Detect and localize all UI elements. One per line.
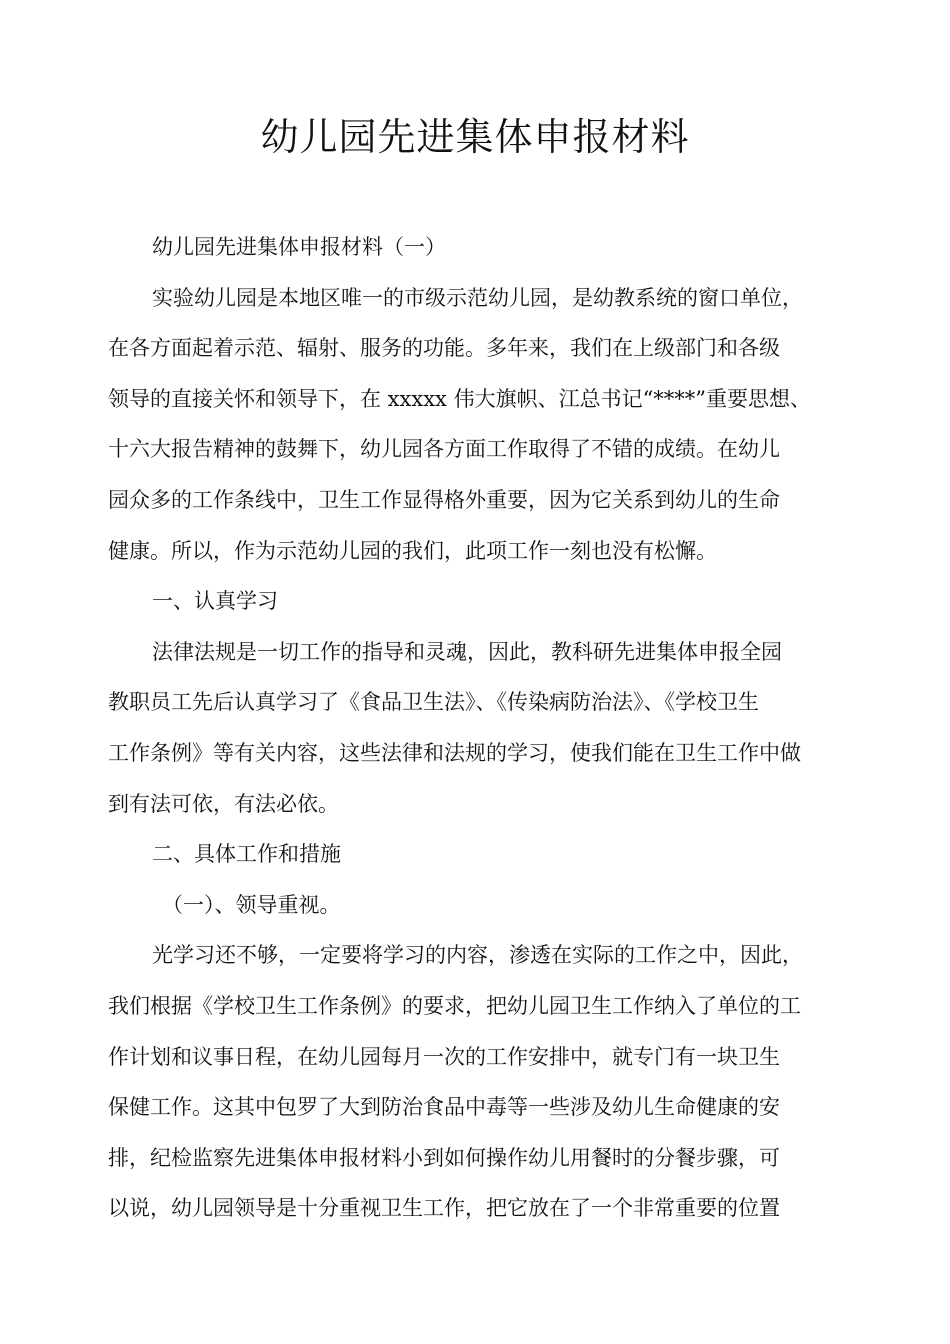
- section-heading: 一、认真学习: [152, 589, 278, 614]
- paragraph-line: 以说，幼儿园领导是十分重视卫生工作，把它放在了一个非常重要的位置: [108, 1196, 780, 1221]
- document-title: 幼儿园先进集体申报材料: [260, 115, 690, 159]
- paragraph-line: 排，纪检监察先进集体申报材料小到如何操作幼儿用餐时的分餐步骤，可: [108, 1145, 780, 1170]
- paragraph-line: 在各方面起着示范、辐射、服务的功能。多年来，我们在上级部门和各级: [108, 336, 780, 361]
- paragraph-line: 保健工作。这其中包罗了大到防治食品中毒等一些涉及幼儿生命健康的安: [108, 1095, 780, 1120]
- paragraph-line: 作计划和议事日程，在幼儿园每月一次的工作安排中，就专门有一块卫生: [108, 1044, 780, 1069]
- paragraph-line: 法律法规是一切工作的指导和灵魂，因此，教科研先进集体申报全园: [152, 639, 782, 664]
- paragraph-line: 我们根据《学校卫生工作条例》的要求，把幼儿园卫生工作纳入了单位的工: [108, 993, 801, 1018]
- paragraph-line: 园众多的工作条线中，卫生工作显得格外重要，因为它关系到幼儿的生命: [108, 487, 780, 512]
- subtitle-line: 幼儿园先进集体申报材料（一）: [152, 235, 446, 259]
- subsection-heading: （一）、领导重视。: [162, 892, 341, 917]
- document-body: [108, 222, 850, 1234]
- paragraph-line: 十六大报告精神的鼓舞下，幼儿园各方面工作取得了不错的成绩。在幼儿: [108, 437, 780, 462]
- paragraph-line: 工作条例》等有关内容，这些法律和法规的学习，使我们能在卫生工作中做: [108, 740, 801, 765]
- paragraph-line: 领导的直接关怀和领导下，在 xxxxx 伟大旗帜、江总书记“****”重要思想、: [108, 386, 812, 411]
- paragraph-line: 光学习还不够，一定要将学习的内容，渗透在实际的工作之中，因此，: [152, 943, 803, 968]
- section-heading: 二、具体工作和措施: [152, 842, 341, 867]
- paragraph-line: 到有法可依，有法必依。: [108, 791, 339, 816]
- paragraph-line: 教职员工先后认真学习了《食品卫生法》、《传染病防治法》、《学校卫生: [108, 690, 759, 715]
- paragraph-line: 实验幼儿园是本地区唯一的市级示范幼儿园，是幼教系统的窗口单位，: [152, 285, 803, 310]
- paragraph-line: 健康。所以，作为示范幼儿园的我们，此项工作一刻也没有松懈。: [108, 538, 717, 563]
